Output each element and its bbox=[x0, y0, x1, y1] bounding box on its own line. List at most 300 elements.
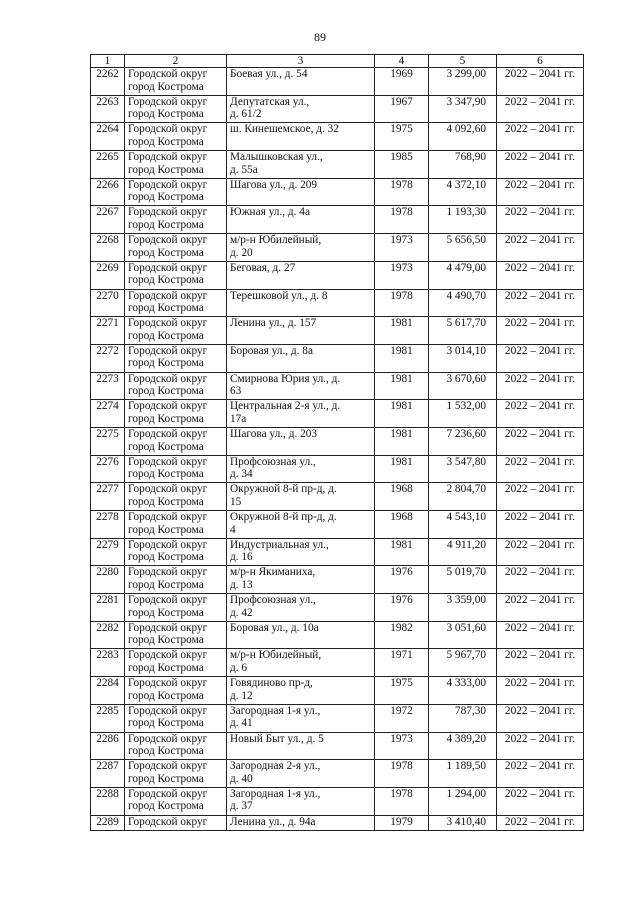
address-cell bbox=[227, 344, 375, 372]
table-row bbox=[91, 815, 584, 830]
address-line: д. 61/2 bbox=[230, 108, 262, 121]
municipality-line: Городской округ bbox=[128, 787, 208, 800]
address-cell bbox=[227, 178, 375, 206]
municipality-cell bbox=[125, 206, 227, 234]
municipality-line: город Кострома bbox=[128, 745, 204, 758]
address-line: д. 41 bbox=[230, 717, 253, 730]
table-row bbox=[91, 68, 584, 96]
year-cell: 1973 bbox=[375, 732, 429, 760]
row-number-cell: 2267 bbox=[91, 206, 125, 234]
table-row bbox=[91, 483, 584, 511]
year-cell: 1968 bbox=[375, 511, 429, 539]
table-row bbox=[91, 123, 584, 151]
address-line: Индустриальная ул., bbox=[230, 538, 329, 551]
year-cell: 1978 bbox=[375, 787, 429, 815]
address-line: м/р-н Юбилейный, bbox=[230, 649, 322, 662]
area-cell: 4 333,00 bbox=[429, 677, 497, 705]
year-cell: 1968 bbox=[375, 483, 429, 511]
address-line: Загородная 2-я ул., bbox=[230, 760, 321, 773]
row-number-cell: 2283 bbox=[91, 649, 125, 677]
table-row bbox=[91, 649, 584, 677]
period-cell: 2022 – 2041 гг. bbox=[497, 538, 584, 566]
municipality-cell bbox=[125, 68, 227, 96]
table-row bbox=[91, 760, 584, 788]
address-line: Боевая ул., д. 54 bbox=[230, 68, 308, 80]
year-cell: 1978 bbox=[375, 760, 429, 788]
area-cell: 3 299,00 bbox=[429, 68, 497, 96]
address-line: Боровая ул., д. 8а bbox=[230, 344, 313, 357]
municipality-line: Городской округ bbox=[128, 289, 208, 302]
address-line: д. 13 bbox=[230, 578, 253, 591]
municipality-cell bbox=[125, 787, 227, 815]
period-cell: 2022 – 2041 гг. bbox=[497, 704, 584, 732]
municipality-cell bbox=[125, 732, 227, 760]
row-number-cell: 2263 bbox=[91, 95, 125, 123]
municipality-cell bbox=[125, 344, 227, 372]
address-line: Беговая, д. 27 bbox=[230, 261, 296, 274]
municipality-line: город Кострома bbox=[128, 689, 204, 702]
municipality-line: город Кострома bbox=[128, 523, 204, 536]
area-cell: 1 189,50 bbox=[429, 760, 497, 788]
municipality-cell bbox=[125, 178, 227, 206]
address-line: Терешковой ул., д. 8 bbox=[230, 289, 328, 302]
period-cell: 2022 – 2041 гг. bbox=[497, 317, 584, 345]
address-cell bbox=[227, 511, 375, 539]
year-cell: 1978 bbox=[375, 178, 429, 206]
row-number-cell: 2264 bbox=[91, 123, 125, 151]
table-row bbox=[91, 289, 584, 317]
address-cell bbox=[227, 317, 375, 345]
address-cell bbox=[227, 677, 375, 705]
area-cell: 3 347,90 bbox=[429, 95, 497, 123]
address-line: Говядиново пр-д, bbox=[230, 677, 313, 690]
municipality-cell bbox=[125, 649, 227, 677]
address-line: Окружной 8-й пр-д, д. bbox=[230, 511, 337, 523]
table-row bbox=[91, 538, 584, 566]
address-line: Шагова ул., д. 203 bbox=[230, 427, 318, 440]
area-cell: 1 294,00 bbox=[429, 787, 497, 815]
row-number-cell: 2287 bbox=[91, 760, 125, 788]
period-cell: 2022 – 2041 гг. bbox=[497, 123, 584, 151]
area-cell: 3 670,60 bbox=[429, 372, 497, 400]
period-cell: 2022 – 2041 гг. bbox=[497, 815, 584, 830]
municipality-cell bbox=[125, 372, 227, 400]
municipality-line: Городской округ bbox=[128, 427, 208, 440]
table-row bbox=[91, 455, 584, 483]
address-line: Профсоюзная ул., bbox=[230, 594, 316, 607]
address-line: д. 6 bbox=[230, 662, 248, 675]
period-cell: 2022 – 2041 гг. bbox=[497, 344, 584, 372]
period-cell: 2022 – 2041 гг. bbox=[497, 234, 584, 262]
address-cell bbox=[227, 261, 375, 289]
table-row bbox=[91, 206, 584, 234]
municipality-cell bbox=[125, 151, 227, 179]
municipality-line: Городской округ bbox=[128, 344, 208, 357]
municipality-line: Городской округ bbox=[128, 206, 208, 219]
municipality-line: Городской округ bbox=[128, 594, 208, 607]
area-cell: 4 372,10 bbox=[429, 178, 497, 206]
year-cell: 1973 bbox=[375, 234, 429, 262]
address-cell bbox=[227, 704, 375, 732]
address-cell bbox=[227, 621, 375, 649]
period-cell: 2022 – 2041 гг. bbox=[497, 372, 584, 400]
municipality-line: Городской округ bbox=[128, 317, 208, 330]
municipality-cell bbox=[125, 455, 227, 483]
municipality-cell bbox=[125, 400, 227, 428]
address-line: Южная ул., д. 4а bbox=[230, 206, 310, 219]
municipality-cell bbox=[125, 538, 227, 566]
municipality-line: Городской округ bbox=[128, 483, 208, 496]
municipality-line: Городской округ bbox=[128, 538, 208, 551]
municipality-cell bbox=[125, 289, 227, 317]
address-cell bbox=[227, 815, 375, 830]
row-number-cell: 2276 bbox=[91, 455, 125, 483]
municipality-line: город Кострома bbox=[128, 717, 204, 730]
municipality-cell bbox=[125, 621, 227, 649]
address-cell bbox=[227, 787, 375, 815]
municipality-line: город Кострома bbox=[128, 329, 204, 342]
area-cell: 1 193,30 bbox=[429, 206, 497, 234]
address-cell bbox=[227, 68, 375, 96]
municipality-line: Городской округ bbox=[128, 621, 208, 634]
area-cell: 787,30 bbox=[429, 704, 497, 732]
address-line: Загородная 1-я ул., bbox=[230, 787, 321, 800]
area-cell: 1 532,00 bbox=[429, 400, 497, 428]
year-cell: 1975 bbox=[375, 123, 429, 151]
period-cell: 2022 – 2041 гг. bbox=[497, 594, 584, 622]
address-line: 4 bbox=[230, 523, 236, 536]
year-cell: 1981 bbox=[375, 372, 429, 400]
area-cell: 3 359,00 bbox=[429, 594, 497, 622]
address-line: 63 bbox=[230, 385, 242, 398]
address-line: Боровая ул., д. 10а bbox=[230, 621, 319, 634]
table-row bbox=[91, 372, 584, 400]
municipality-line: Городской округ bbox=[128, 234, 208, 247]
municipality-line: город Кострома bbox=[128, 385, 204, 398]
municipality-cell bbox=[125, 760, 227, 788]
row-number-cell: 2284 bbox=[91, 677, 125, 705]
address-cell bbox=[227, 483, 375, 511]
municipality-line: город Кострома bbox=[128, 551, 204, 564]
municipality-cell bbox=[125, 566, 227, 594]
municipality-line: Городской округ bbox=[128, 455, 208, 468]
municipality-line: город Кострома bbox=[128, 163, 204, 176]
column-header: 2 bbox=[125, 55, 227, 68]
address-cell bbox=[227, 594, 375, 622]
period-cell: 2022 – 2041 гг. bbox=[497, 649, 584, 677]
table-row bbox=[91, 566, 584, 594]
period-cell: 2022 – 2041 гг. bbox=[497, 400, 584, 428]
row-number-cell: 2288 bbox=[91, 787, 125, 815]
address-line: 15 bbox=[230, 495, 242, 508]
address-cell bbox=[227, 151, 375, 179]
municipality-cell bbox=[125, 483, 227, 511]
municipality-line: город Кострома bbox=[128, 219, 204, 232]
row-number-cell: 2279 bbox=[91, 538, 125, 566]
row-number-cell: 2265 bbox=[91, 151, 125, 179]
address-line: Малышковская ул., bbox=[230, 151, 323, 164]
address-line: Центральная 2-я ул., д. bbox=[230, 400, 341, 413]
row-number-cell: 2278 bbox=[91, 511, 125, 539]
period-cell: 2022 – 2041 гг. bbox=[497, 483, 584, 511]
address-cell bbox=[227, 400, 375, 428]
municipality-line: Городской округ bbox=[128, 178, 208, 191]
housing-registry-table bbox=[90, 54, 584, 831]
address-line: Шагова ул., д. 209 bbox=[230, 178, 318, 191]
municipality-line: город Кострома bbox=[128, 772, 204, 785]
area-cell: 3 051,60 bbox=[429, 621, 497, 649]
address-cell bbox=[227, 372, 375, 400]
address-line: д. 12 bbox=[230, 689, 253, 702]
column-header: 3 bbox=[227, 55, 375, 68]
period-cell: 2022 – 2041 гг. bbox=[497, 95, 584, 123]
table-body bbox=[91, 68, 584, 831]
municipality-cell bbox=[125, 261, 227, 289]
address-line: Загородная 1-я ул., bbox=[230, 704, 321, 717]
area-cell: 768,90 bbox=[429, 151, 497, 179]
row-number-cell: 2275 bbox=[91, 427, 125, 455]
period-cell: 2022 – 2041 гг. bbox=[497, 732, 584, 760]
year-cell: 1981 bbox=[375, 344, 429, 372]
municipality-line: Городской округ bbox=[128, 760, 208, 773]
municipality-line: Городской округ bbox=[128, 677, 208, 690]
municipality-cell bbox=[125, 427, 227, 455]
municipality-line: город Кострома bbox=[128, 578, 204, 591]
municipality-line: город Кострома bbox=[128, 135, 204, 148]
municipality-cell bbox=[125, 704, 227, 732]
table-row bbox=[91, 234, 584, 262]
address-line: д. 16 bbox=[230, 551, 253, 564]
year-cell: 1967 bbox=[375, 95, 429, 123]
area-cell: 2 804,70 bbox=[429, 483, 497, 511]
period-cell: 2022 – 2041 гг. bbox=[497, 151, 584, 179]
address-cell bbox=[227, 123, 375, 151]
municipality-line: Городской округ bbox=[128, 566, 208, 579]
column-header: 5 bbox=[429, 55, 497, 68]
address-line: Окружной 8-й пр-д, д. bbox=[230, 483, 337, 496]
year-cell: 1978 bbox=[375, 289, 429, 317]
table-row bbox=[91, 400, 584, 428]
period-cell: 2022 – 2041 гг. bbox=[497, 427, 584, 455]
municipality-line: город Кострома bbox=[128, 800, 204, 813]
address-cell bbox=[227, 234, 375, 262]
row-number-cell: 2271 bbox=[91, 317, 125, 345]
municipality-line: город Кострома bbox=[128, 468, 204, 481]
area-cell: 3 014,10 bbox=[429, 344, 497, 372]
year-cell: 1975 bbox=[375, 677, 429, 705]
row-number-cell: 2280 bbox=[91, 566, 125, 594]
address-cell bbox=[227, 95, 375, 123]
municipality-line: город Кострома bbox=[128, 191, 204, 204]
period-cell: 2022 – 2041 гг. bbox=[497, 455, 584, 483]
year-cell: 1973 bbox=[375, 261, 429, 289]
row-number-cell: 2286 bbox=[91, 732, 125, 760]
period-cell: 2022 – 2041 гг. bbox=[497, 677, 584, 705]
year-cell: 1972 bbox=[375, 704, 429, 732]
address-line: д. 55а bbox=[230, 163, 258, 176]
period-cell: 2022 – 2041 гг. bbox=[497, 760, 584, 788]
year-cell: 1981 bbox=[375, 455, 429, 483]
address-line: д. 42 bbox=[230, 606, 253, 619]
table-row bbox=[91, 317, 584, 345]
period-cell: 2022 – 2041 гг. bbox=[497, 511, 584, 539]
table-row bbox=[91, 261, 584, 289]
municipality-line: Городской округ bbox=[128, 400, 208, 413]
municipality-line: город Кострома bbox=[128, 495, 204, 508]
year-cell: 1981 bbox=[375, 427, 429, 455]
address-cell bbox=[227, 538, 375, 566]
table-row bbox=[91, 621, 584, 649]
table-row bbox=[91, 95, 584, 123]
municipality-line: город Кострома bbox=[128, 357, 204, 370]
row-number-cell: 2281 bbox=[91, 594, 125, 622]
municipality-line: город Кострома bbox=[128, 302, 204, 315]
area-cell: 5 019,70 bbox=[429, 566, 497, 594]
address-line: Депутатская ул., bbox=[230, 95, 310, 108]
column-header: 6 bbox=[497, 55, 584, 68]
year-cell: 1982 bbox=[375, 621, 429, 649]
row-number-cell: 2274 bbox=[91, 400, 125, 428]
area-cell: 5 967,70 bbox=[429, 649, 497, 677]
municipality-line: Городской округ bbox=[128, 732, 208, 745]
municipality-cell bbox=[125, 815, 227, 830]
area-cell: 5 656,50 bbox=[429, 234, 497, 262]
row-number-cell: 2282 bbox=[91, 621, 125, 649]
municipality-cell bbox=[125, 594, 227, 622]
area-cell: 4 389,20 bbox=[429, 732, 497, 760]
municipality-line: город Кострома bbox=[128, 634, 204, 647]
year-cell: 1981 bbox=[375, 538, 429, 566]
table-row bbox=[91, 732, 584, 760]
municipality-line: Городской округ bbox=[128, 151, 208, 164]
municipality-cell bbox=[125, 95, 227, 123]
address-line: д. 37 bbox=[230, 800, 253, 813]
municipality-cell bbox=[125, 677, 227, 705]
area-cell: 5 617,70 bbox=[429, 317, 497, 345]
address-cell bbox=[227, 732, 375, 760]
table-row bbox=[91, 787, 584, 815]
municipality-line: город Кострома bbox=[128, 80, 204, 93]
municipality-line: Городской округ bbox=[128, 68, 208, 80]
municipality-cell bbox=[125, 234, 227, 262]
area-cell: 4 479,00 bbox=[429, 261, 497, 289]
page-number: 89 bbox=[314, 30, 326, 44]
address-line: м/р-н Юбилейный, bbox=[230, 234, 322, 247]
table-row bbox=[91, 427, 584, 455]
year-cell: 1978 bbox=[375, 206, 429, 234]
year-cell: 1976 bbox=[375, 594, 429, 622]
address-line: д. 34 bbox=[230, 468, 253, 481]
year-cell: 1985 bbox=[375, 151, 429, 179]
address-cell bbox=[227, 566, 375, 594]
municipality-cell bbox=[125, 317, 227, 345]
row-number-cell: 2262 bbox=[91, 68, 125, 96]
address-line: ш. Кинешемское, д. 32 bbox=[230, 123, 339, 136]
area-cell: 4 911,20 bbox=[429, 538, 497, 566]
period-cell: 2022 – 2041 гг. bbox=[497, 787, 584, 815]
municipality-line: город Кострома bbox=[128, 440, 204, 453]
year-cell: 1981 bbox=[375, 400, 429, 428]
period-cell: 2022 – 2041 гг. bbox=[497, 178, 584, 206]
header-row bbox=[91, 55, 584, 68]
municipality-line: Городской округ bbox=[128, 815, 208, 828]
municipality-cell bbox=[125, 123, 227, 151]
period-cell: 2022 – 2041 гг. bbox=[497, 566, 584, 594]
address-cell bbox=[227, 289, 375, 317]
period-cell: 2022 – 2041 гг. bbox=[497, 68, 584, 96]
municipality-line: город Кострома bbox=[128, 412, 204, 425]
address-line: Смирнова Юрия ул., д. bbox=[230, 372, 341, 385]
column-header: 4 bbox=[375, 55, 429, 68]
column-header: 1 bbox=[91, 55, 125, 68]
address-line: Профсоюзная ул., bbox=[230, 455, 316, 468]
row-number-cell: 2285 bbox=[91, 704, 125, 732]
period-cell: 2022 – 2041 гг. bbox=[497, 289, 584, 317]
table-row bbox=[91, 151, 584, 179]
municipality-line: Городской округ bbox=[128, 261, 208, 274]
area-cell: 3 547,80 bbox=[429, 455, 497, 483]
municipality-cell bbox=[125, 511, 227, 539]
year-cell: 1971 bbox=[375, 649, 429, 677]
address-line: д. 40 bbox=[230, 772, 253, 785]
address-cell bbox=[227, 455, 375, 483]
row-number-cell: 2277 bbox=[91, 483, 125, 511]
period-cell: 2022 – 2041 гг. bbox=[497, 261, 584, 289]
address-line: м/р-н Якиманиха, bbox=[230, 566, 316, 579]
address-cell bbox=[227, 427, 375, 455]
row-number-cell: 2273 bbox=[91, 372, 125, 400]
area-cell: 7 236,60 bbox=[429, 427, 497, 455]
municipality-line: Городской округ bbox=[128, 372, 208, 385]
municipality-line: Городской округ bbox=[128, 95, 208, 108]
municipality-line: Городской округ bbox=[128, 511, 208, 523]
table-row bbox=[91, 704, 584, 732]
row-number-cell: 2270 bbox=[91, 289, 125, 317]
municipality-line: город Кострома bbox=[128, 246, 204, 259]
row-number-cell: 2289 bbox=[91, 815, 125, 830]
municipality-line: город Кострома bbox=[128, 606, 204, 619]
period-cell: 2022 – 2041 гг. bbox=[497, 206, 584, 234]
table-row bbox=[91, 178, 584, 206]
year-cell: 1981 bbox=[375, 317, 429, 345]
address-line: Ленина ул., д. 157 bbox=[230, 317, 317, 330]
table-row bbox=[91, 677, 584, 705]
table-row bbox=[91, 594, 584, 622]
address-cell bbox=[227, 206, 375, 234]
municipality-line: Городской округ bbox=[128, 704, 208, 717]
municipality-line: город Кострома bbox=[128, 274, 204, 287]
municipality-line: Городской округ bbox=[128, 649, 208, 662]
address-line: 17а bbox=[230, 412, 247, 425]
address-line: Ленина ул., д. 94а bbox=[230, 815, 316, 828]
municipality-line: Городской округ bbox=[128, 123, 208, 136]
address-line: Новый Быт ул., д. 5 bbox=[230, 732, 324, 745]
table-row bbox=[91, 511, 584, 539]
row-number-cell: 2272 bbox=[91, 344, 125, 372]
period-cell: 2022 – 2041 гг. bbox=[497, 621, 584, 649]
year-cell: 1979 bbox=[375, 815, 429, 830]
municipality-line: город Кострома bbox=[128, 108, 204, 121]
area-cell: 4 092,60 bbox=[429, 123, 497, 151]
municipality-line: город Кострома bbox=[128, 662, 204, 675]
area-cell: 4 490,70 bbox=[429, 289, 497, 317]
table-row bbox=[91, 344, 584, 372]
area-cell: 3 410,40 bbox=[429, 815, 497, 830]
row-number-cell: 2266 bbox=[91, 178, 125, 206]
address-line: д. 20 bbox=[230, 246, 253, 259]
year-cell: 1969 bbox=[375, 68, 429, 96]
year-cell: 1976 bbox=[375, 566, 429, 594]
